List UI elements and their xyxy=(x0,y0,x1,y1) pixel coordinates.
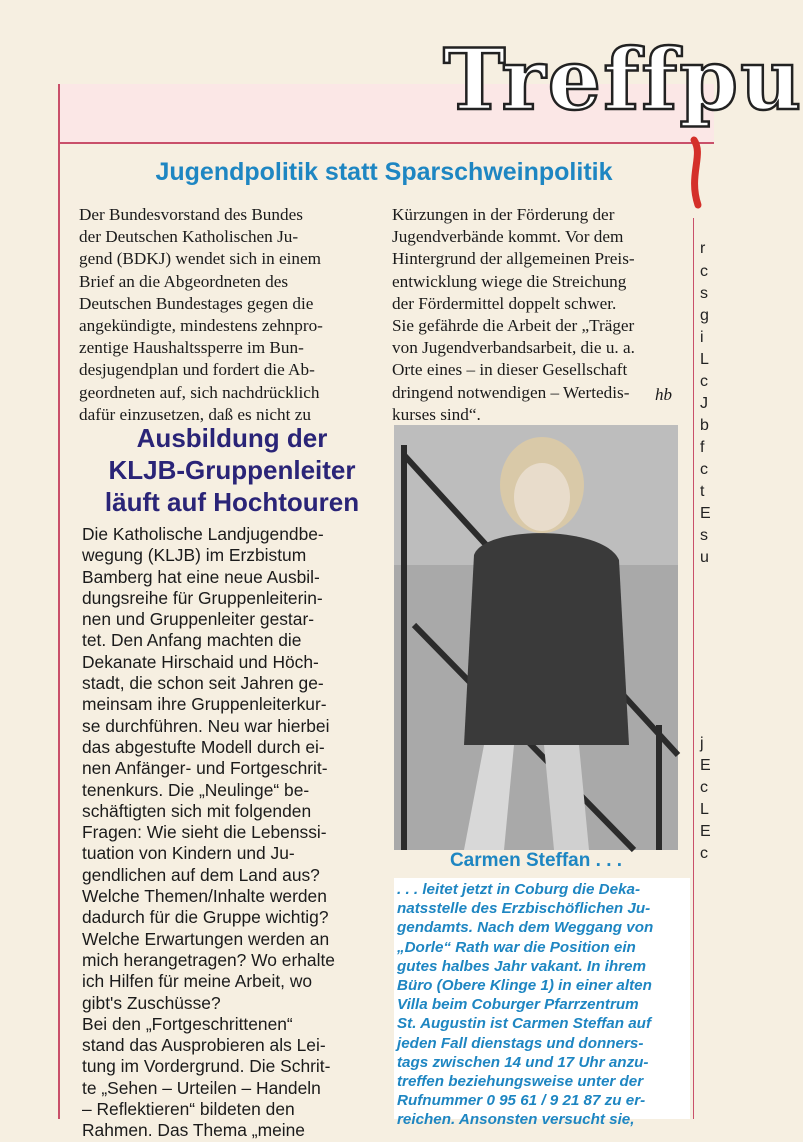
edge-letter: J xyxy=(700,395,708,412)
edge-letter: c xyxy=(700,779,708,796)
edge-letter: L xyxy=(700,801,709,818)
photo-caption-title: Carmen Steffan . . . xyxy=(449,850,623,871)
edge-letter: f xyxy=(700,439,705,456)
edge-letter: c xyxy=(700,263,708,280)
article1-right-column: Kürzungen in der Förderung der Jugendverbände kommt. Vor dem Hintergrund der allgemeinen Preis- entwicklung wiege die Streichung der Fördermittel doppelt schwer. Sie gefährde die Arbeit der „Träger von Jugendverbandsarbeit, die u. a. Orte eines – in dieser Gesellschaft dringend notwendigen – Wertedis- kurses sind“. xyxy=(392,205,635,424)
edge-letter: s xyxy=(700,285,708,302)
edge-letter: c xyxy=(700,845,708,862)
edge-letter: b xyxy=(700,417,709,434)
article1-title: Jugendpolitik statt Sparschweinpolitik xyxy=(155,158,613,186)
edge-letter: c xyxy=(700,373,708,390)
article1-author-initials: hb xyxy=(655,385,672,404)
photo-carmen-steffan xyxy=(394,425,678,850)
edge-letter: L xyxy=(700,351,709,368)
edge-letter: s xyxy=(700,527,708,544)
edge-letter: u xyxy=(700,549,709,566)
masthead: Treffpu xyxy=(443,30,803,129)
edge-letter: j xyxy=(700,735,704,752)
photo-caption-text: . . . leitet jetzt in Coburg die Deka- natsstelle des Erzbischöflichen Ju- gendamts. Nach dem Weggang von „Dorle“ Rath war die Position ein gutes halbes Jahr vakant. In ihrem Büro (Obere Klinge 1) in einer alten Villa beim Coburger Pfarrzentrum St. Augustin ist Carmen Steffan auf jeden Fall dienstags und donners- tags zwischen 14 und 17 Uhr anzu- treffen beziehungsweise unter der Rufnummer 0 95 61 / 9 21 87 zu er- reichen. Ansonsten versucht sie, xyxy=(397,881,654,1129)
edge-letter: i xyxy=(700,329,704,346)
edge-letter: r xyxy=(700,240,706,257)
edge-letter: t xyxy=(700,483,705,500)
article1-left-column: Der Bundesvorstand des Bundes der Deutschen Katholischen Ju- gend (BDKJ) wendet sich in einem Brief an die Abgeordneten des Deutschen Bundestages gegen die angekündigte, mindestens zehnpro- zentige Haushaltssperre im Bun- desjugendplan und fordert die Ab- geordneten auf, sich nachdrücklich dafür einzusetzen, daß es nicht zu xyxy=(79,205,323,424)
edge-letter: E xyxy=(700,757,711,774)
article2-body: Die Katholische Landjugendbe- wegung (KLJB) im Erzbistum Bamberg hat eine neue Ausbil- dungsreihe für Gruppenleiterin- nen und Gruppenleiter gestar- tet. Den Anfang machten die Dekanate Hirschaid und Höch- stadt, die schon seit Jahren ge- meinsam ihre Gruppenleiterkur- se durchführen. Neu war hierbei das abgestufte Modell durch ei- nen Anfänger- und Fortgeschrit- tenenkurs. Die „Neulinge“ be- schäftigten sich mit folgenden Fragen: Wie sieht die Lebenssi- tuation von Kindern und Ju- gendlichen auf dem Land aus? Welche Themen/Inhalte werden dadurch für die Gruppe wichtig? Welche Erwartungen werden an mich herangetragen? Wo erhalte ich Hilfen für meine Arbeit, wo gibt's Zuschüsse? Bei den „Fortgeschrittenen“ stand das Ausprobieren als Lei- tung im Vordergrund. Die Schrit- te „Sehen – Urteilen – Handeln – Reflektieren“ bildeten den Rahmen. Das Thema „meine xyxy=(82,524,335,1141)
edge-letter: E xyxy=(700,823,711,840)
edge-letter: g xyxy=(700,307,709,324)
column-divider xyxy=(693,218,694,1119)
edge-letter: c xyxy=(700,461,708,478)
article2-title: Ausbildung der KLJB-Gruppenleiter läuft auf Hochtouren xyxy=(104,423,360,517)
edge-letter: E xyxy=(700,505,711,522)
